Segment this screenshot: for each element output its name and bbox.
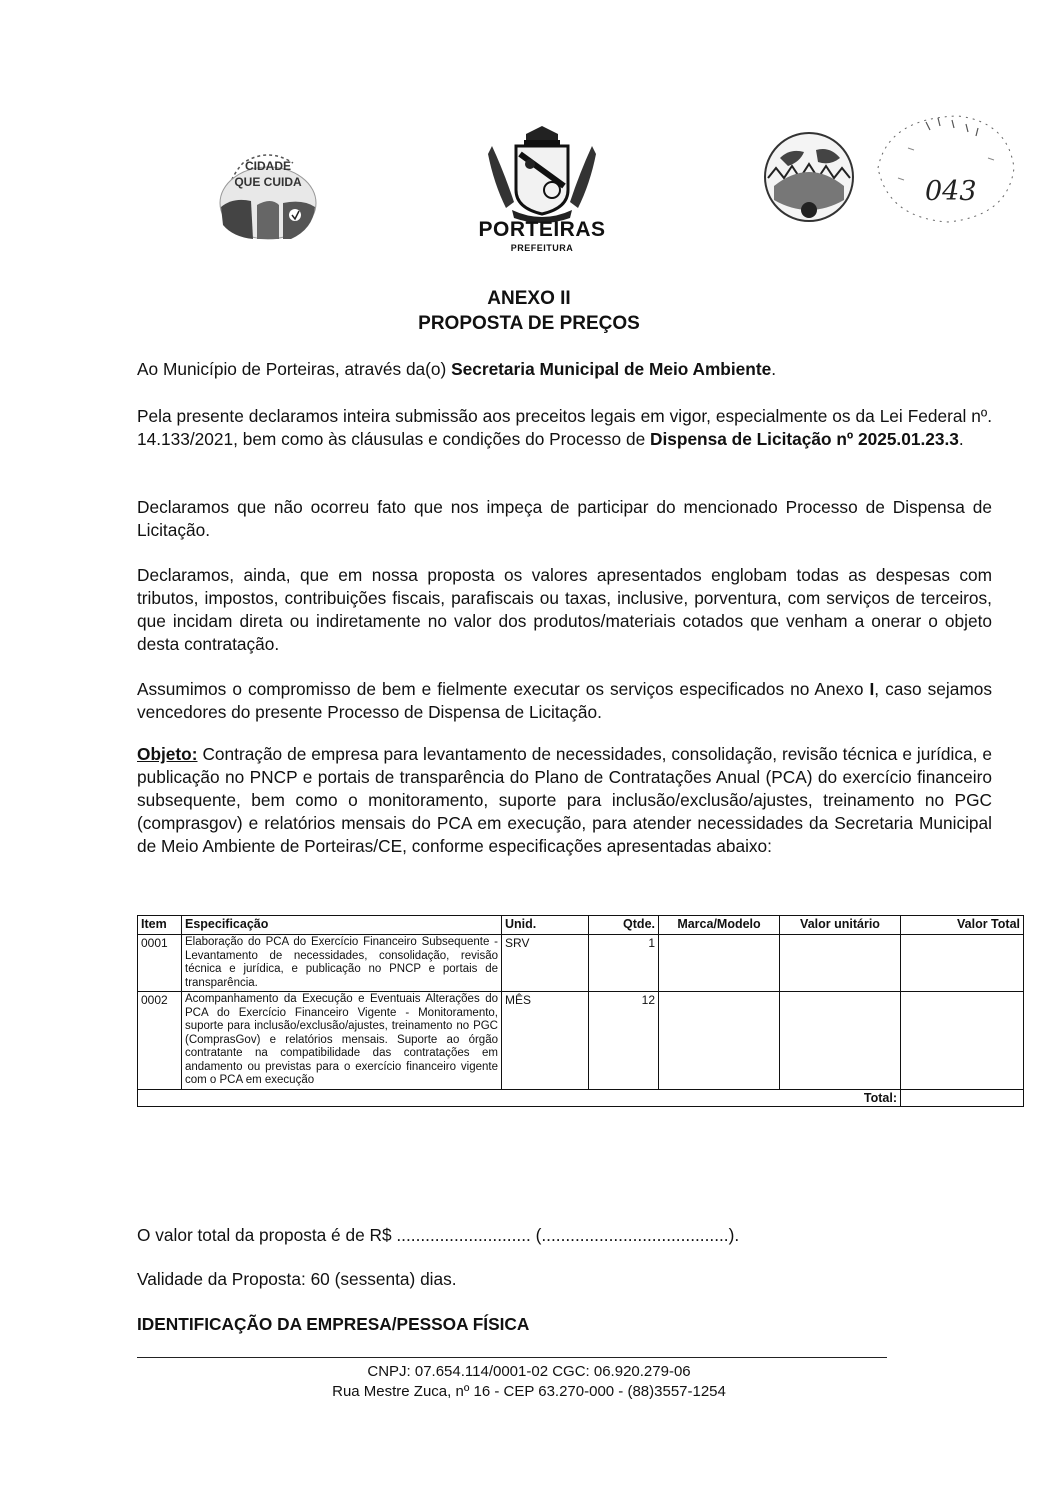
table-row [138,992,1024,1090]
footer-address: Rua Mestre Zuca, nº 16 - CEP 63.270-000 - (88)3557-1254 [332,1383,726,1400]
paragraph-no-impediment: Declaramos que não ocorreu fato que nos impeça de participar do mencionado Processo de Dispensa de Licitação. [137,497,992,540]
cell-item: 0002 [138,992,182,1090]
total-value-line: O valor total da proposta é de R$ ............................ (.......................................). [137,1225,740,1245]
paragraph-addressee [137,358,992,381]
cell-valor-total[interactable] [901,992,1024,1090]
annex-reference: I [869,679,875,699]
annex-title: ANEXO II [487,288,571,309]
brand-subtitle: PREFEITURA [510,243,574,253]
secretaria-name: Secretaria Municipal de Meio Ambiente [451,359,772,379]
porteiras-coat-of-arms [486,124,598,224]
table-header-row [138,916,1024,935]
cell-unid: SRV [502,935,589,992]
company-identification-heading: IDENTIFICAÇÃO DA EMPRESA/PESSOA FÍSICA [137,1314,530,1334]
cell-qtde: 12 [589,992,659,1090]
cell-spec: Elaboração do PCA do Exercício Financeiro Subsequente - Levantamento de necessidades, consolidação, revisão técnica e jurídica, e publicação no PNCP e portais de transparência. [182,935,502,992]
total-value-cell[interactable] [901,1089,1024,1106]
cell-item: 0001 [138,935,182,992]
submission-period: . [958,429,964,449]
paragraph-commitment [137,678,992,724]
col-header-valor-unit: Valor unitário [780,916,901,935]
proposal-validity: Validade da Proposta: 60 (sessenta) dias. [137,1269,457,1289]
submission-text: Pela presente declaramos inteira submissão aos preceitos legais em vigor, especialmente os da Lei Federal nº. 14.133/2021, bem como às cláusulas e condições do Processo de [137,406,992,449]
table-total-row [138,1089,1024,1106]
addressee-period: . [771,359,777,379]
cell-unid: MÊS [502,992,589,1090]
paragraph-objeto [137,743,992,858]
anniversary-seal-logo [760,128,858,226]
document-title: PROPOSTA DE PREÇOS [418,313,640,334]
footer-divider [137,1357,887,1358]
cell-valor-unit[interactable] [780,992,901,1090]
commitment-text-end: , caso sejamos vencedores do presente Processo de Dispensa de Licitação. [137,679,992,722]
total-label: Total: [138,1089,901,1106]
objeto-label: Objeto: [137,744,198,764]
footer-cnpj: CNPJ: 07.654.114/0001-02 CGC: 06.920.279-06 [367,1363,691,1380]
cell-valor-unit[interactable] [780,935,901,992]
cell-spec: Acompanhamento da Execução e Eventuais Alterações do PCA do Exercício Financeiro Vigente - Monitoramento, suporte para inclusão/exclusão/ajustes, treinamento no PGC (ComprasGov) e relatórios mensais. Suporte ao órgão contratante na compatibilidade das contratações em andamento ou previstas para o exercício financeiro vigente com o PCA em execução [182,992,502,1090]
logo-text-line2: QUE CUIDA [234,175,302,189]
addressee-text: Ao Município de Porteiras, através da(o) [137,359,452,379]
protocol-page-number: 043 [925,176,977,207]
cell-marca[interactable] [659,992,780,1090]
table-row [138,935,1024,992]
items-table [137,915,1024,1107]
paragraph-submission [137,405,992,451]
cell-marca[interactable] [659,935,780,992]
col-header-unid: Unid. [502,916,589,935]
objeto-text: Contração de empresa para levantamento de necessidades, consolidação, revisão técnica e jurídica, e publicação no PNCP e portais de transparência do Plano de Contratações Anual (PCA) do exercício financeiro subsequente, bem como o monitoramento, suporte para inclusão/exclusão/ajustes, treinamento no PGC (comprasgov) e relatórios mensais do PCA em execução, para atender necessidades da Secretaria Municipal de Meio Ambiente de Porteiras/CE, conforme especificações apresentadas abaixo: [137,744,992,856]
logo-text-line1: CIDADE [244,159,292,173]
col-header-spec: Especificação [182,916,502,935]
cell-valor-total[interactable] [901,935,1024,992]
cell-qtde: 1 [589,935,659,992]
col-header-valor-total: Valor Total [901,916,1024,935]
protocol-stamp [868,108,1018,228]
cidade-que-cuida-logo [213,145,323,241]
col-header-item: Item [138,916,182,935]
paragraph-costs: Declaramos, ainda, que em nossa proposta os valores apresentados englobam todas as despesas com tributos, impostos, contribuições fiscais, parafiscais ou taxas, inclusive, porventura, com serviços de terceiros, que incidam direta ou indiretamente no valor dos produtos/materiais cotados que venham a onerar o objeto desta contratação. [137,565,992,654]
dispensa-number: Dispensa de Licitação nº 2025.01.23.3 [650,429,959,449]
col-header-qtde: Qtde. [589,916,659,935]
brand-name: PORTEIRAS [478,218,606,241]
commitment-text: Assumimos o compromisso de bem e fielmente executar os serviços especificados no Anexo [137,679,870,699]
col-header-marca: Marca/Modelo [659,916,780,935]
